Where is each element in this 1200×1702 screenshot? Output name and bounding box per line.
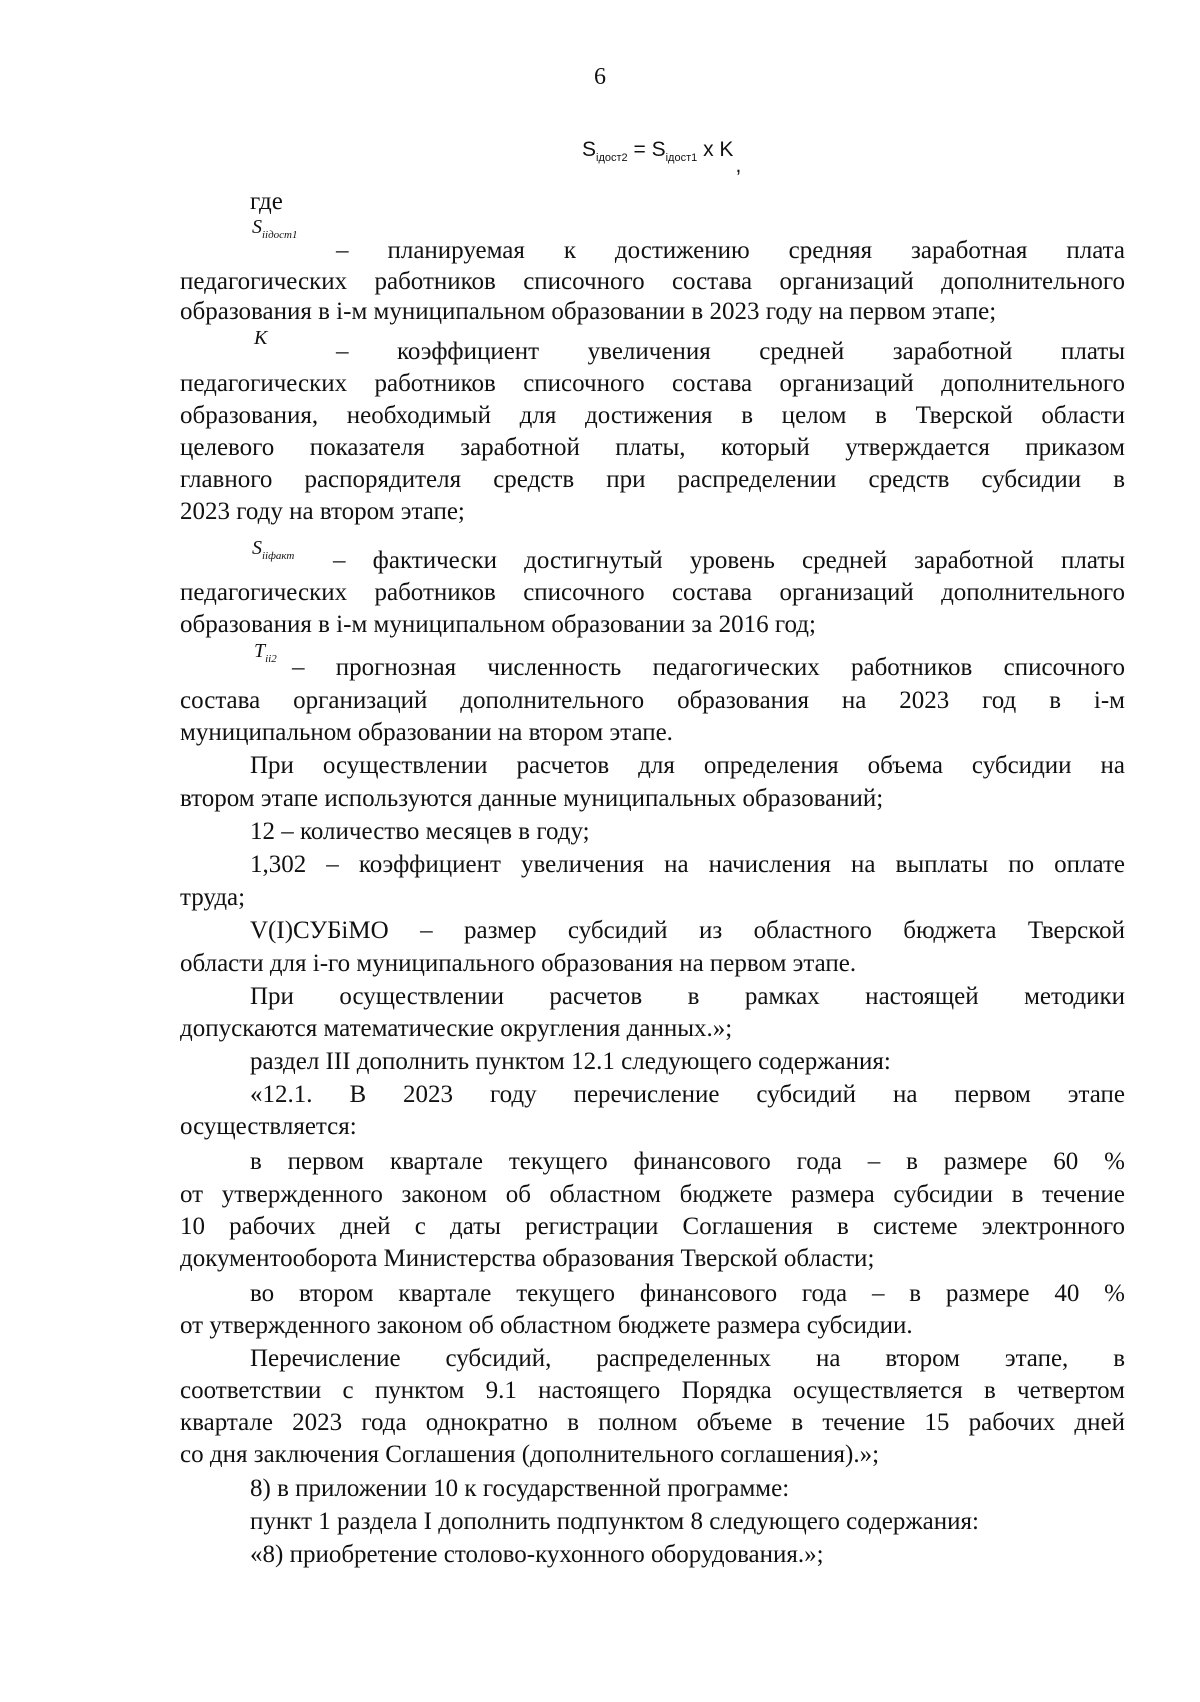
text-line: – фактически достигнутый уровень средней заработной платы: [333, 547, 1125, 574]
text-line: от утвержденного законом об областном бюджете размера субсидии в течение: [180, 1181, 1125, 1208]
text-line: труда;: [180, 884, 246, 911]
formula-eq: =: [627, 138, 652, 161]
text-line: раздел III дополнить пунктом 12.1 следующего содержания:: [250, 1048, 891, 1075]
formula-tail: x K: [697, 138, 734, 161]
text-line: состава организаций дополнительного образования на 2023 год в i-м: [180, 687, 1125, 714]
text-line: соответствии с пунктом 9.1 настоящего Порядка осуществляется в четвертом: [180, 1377, 1125, 1404]
text-line: во втором квартале текущего финансового года – в размере 40 %: [250, 1280, 1125, 1307]
formula-comma: ,: [735, 154, 742, 177]
text-line: 10 рабочих дней с даты регистрации Соглашения в системе электронного: [180, 1213, 1125, 1240]
symbol-s-ifakt: $S_{iiфакт}$: [252, 537, 295, 562]
text-line: документооборота Министерства образования Тверской области;: [180, 1245, 875, 1272]
text-line: «8) приобретение столово-кухонного оборудования.»;: [250, 1541, 824, 1568]
text-line: главного распорядителя средств при распределении средств субсидии в: [180, 466, 1125, 493]
text-line: 2023 году на втором этапе;: [180, 498, 465, 525]
text-line: образования, необходимый для достижения в целом в Тверской области: [180, 402, 1125, 429]
text-line: Перечисление субсидий, распределенных на втором этапе, в: [250, 1345, 1125, 1372]
text-line: 12 – количество месяцев в году;: [250, 818, 590, 845]
text-line: – планируемая к достижению средняя заработная плата: [336, 237, 1125, 264]
text-line: педагогических работников списочного состава организаций дополнительного: [180, 370, 1125, 397]
symbol-k: K: [254, 327, 268, 349]
text-line: допускаются математические округления данных.»;: [180, 1015, 733, 1042]
formula-rhs: S: [651, 138, 666, 161]
text-line: При осуществлении расчетов для определения объема субсидии на: [250, 752, 1125, 779]
text-line: квартале 2023 года однократно в полном объеме в течение 15 рабочих дней: [180, 1409, 1125, 1436]
text-line: V(I)СУБiМО – размер субсидий из областного бюджета Тверской: [250, 917, 1125, 944]
text-line: 8) в приложении 10 к государственной программе:: [250, 1475, 790, 1502]
text-line: образования в i-м муниципальном образовании в 2023 году на первом этапе;: [180, 298, 997, 325]
formula-rhs-sub: iдост1: [665, 152, 698, 165]
text-line: от утвержденного законом об областном бюджете размера субсидии.: [180, 1312, 913, 1339]
text-line: «12.1. В 2023 году перечисление субсидий на первом этапе: [250, 1081, 1125, 1108]
formula-lhs: S: [582, 138, 597, 161]
text-line: – прогнозная численность педагогических работников списочного: [292, 654, 1125, 681]
text-line: где: [250, 188, 283, 215]
formula-lhs-sub: iдост2: [596, 152, 628, 165]
text-line: 1,302 – коэффициент увеличения на начисления на выплаты по оплате: [250, 851, 1125, 878]
page-number: 6: [594, 64, 606, 90]
text-line: втором этапе используются данные муниципальных образований;: [180, 785, 884, 812]
text-line: со дня заключения Соглашения (дополнительного соглашения).»;: [180, 1441, 880, 1468]
text-line: муниципальном образовании на втором этапе.: [180, 719, 673, 746]
text-line: целевого показателя заработной платы, который утверждается приказом: [180, 434, 1125, 461]
text-line: При осуществлении расчетов в рамках настоящей методики: [250, 983, 1125, 1010]
text-line: – коэффициент увеличения средней заработной платы: [336, 338, 1125, 365]
text-line: пункт 1 раздела I дополнить подпунктом 8 следующего содержания:: [250, 1508, 979, 1535]
symbol-s-idost: $S_{iiдост1}$: [252, 216, 298, 241]
symbol-t-i: $T_{ii2}$: [254, 640, 277, 665]
text-line: образования в i-м муниципальном образовании за 2016 год;: [180, 611, 816, 638]
text-line: области для i-го муниципального образования на первом этапе.: [180, 950, 857, 977]
text-line: педагогических работников списочного состава организаций дополнительного: [180, 579, 1125, 606]
text-line: осуществляется:: [180, 1113, 357, 1140]
text-line: педагогических работников списочного состава организаций дополнительного: [180, 268, 1125, 295]
formula: [582, 138, 742, 177]
text-line: в первом квартале текущего финансового года – в размере 60 %: [250, 1148, 1125, 1175]
